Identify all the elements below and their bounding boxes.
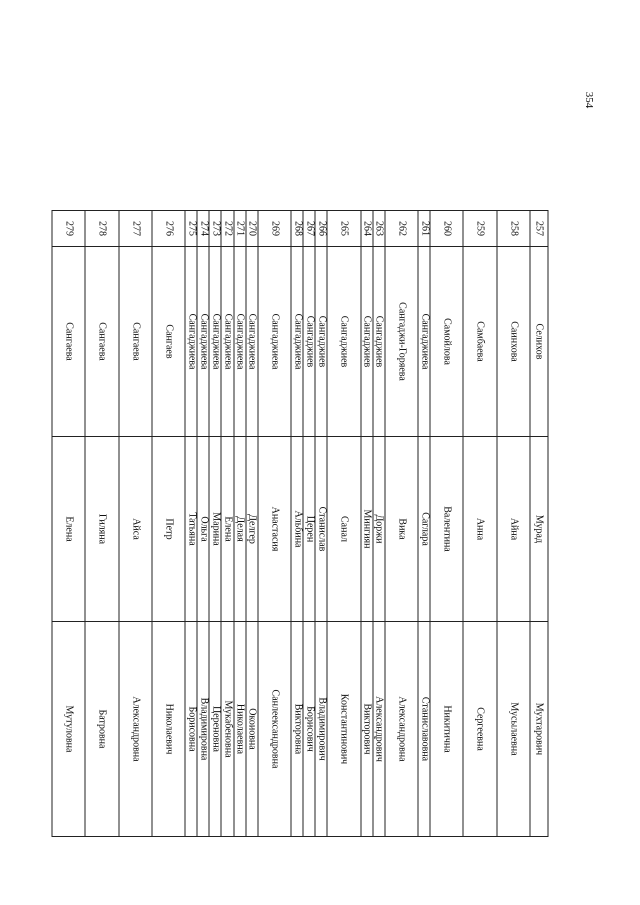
cell-name: Саглара [418,437,430,622]
cell-name: Церен [303,437,315,622]
cell-surname: Сангаджиева [246,247,258,437]
cell-patronymic: Константинович [327,622,360,837]
table-row [291,211,303,837]
table-row [315,211,327,837]
table-row [52,211,85,837]
cell-name: Альбина [291,437,303,622]
cell-patronymic: Мутуловна [52,622,85,837]
cell-patronymic: Окоиовна [246,622,258,837]
cell-name: Станислав [315,437,327,622]
table-row [221,211,233,837]
cell-num: 263 [373,211,385,247]
cell-name: Гиляна [85,437,118,622]
cell-surname: Сангаджиева [185,247,197,437]
table-row [303,211,315,837]
table-row [85,211,118,837]
cell-surname: Сангаджиева [234,247,246,437]
cell-surname: Сангаджиев [315,247,327,437]
cell-surname: Сангаджиев [361,247,373,437]
cell-patronymic: Станиславовна [418,622,430,837]
cell-num: 261 [418,211,430,247]
cell-patronymic: Александрович [373,622,385,837]
cell-name: Санал [327,437,360,622]
cell-patronymic: Батровна [85,622,118,837]
cell-patronymic: Борисовна [185,622,197,837]
cell-name: Мингиян [361,437,373,622]
cell-name: Анастасия [258,437,291,622]
cell-num: 257 [530,211,548,247]
cell-name: Айна [497,437,530,622]
cell-patronymic: Цереновна [209,622,221,837]
cell-patronymic: Николаевич [152,622,185,837]
table-row [119,211,152,837]
cell-surname: Самбаева [463,247,496,437]
cell-name: Мурад [530,437,548,622]
cell-name: Делая [234,437,246,622]
cell-num: 272 [221,211,233,247]
table-row [463,211,496,837]
cell-surname: Сангаджиева [291,247,303,437]
cell-patronymic: Мусылаевна [497,622,530,837]
cell-surname: Саинхова [497,247,530,437]
cell-patronymic: Никитична [430,622,463,837]
cell-surname: Сангаджиева [221,247,233,437]
cell-num: 279 [52,211,85,247]
cell-num: 276 [152,211,185,247]
cell-patronymic: Александровна [119,622,152,837]
cell-name: Марина [209,437,221,622]
cell-patronymic: Владимирович [315,622,327,837]
cell-name: Айса [119,437,152,622]
table-row [497,211,530,837]
cell-num: 275 [185,211,197,247]
cell-surname: Сангаджиев [373,247,385,437]
cell-patronymic: Мухтарович [530,622,548,837]
cell-patronymic: Сергеевна [463,622,496,837]
cell-patronymic: Николаевна [234,622,246,837]
cell-name: Валентина [430,437,463,622]
cell-name: Делгер [246,437,258,622]
table-row [209,211,221,837]
cell-patronymic: Санлеександровна [258,622,291,837]
cell-surname: Сангаджи-Горяева [385,247,418,437]
cell-name: Анна [463,437,496,622]
cell-patronymic: Борисович [303,622,315,837]
cell-patronymic: Мукабеновна [221,622,233,837]
cell-surname: Сангаджиева [197,247,209,437]
roster-table-container [52,210,549,836]
cell-num: 264 [361,211,373,247]
cell-surname: Сангаева [119,247,152,437]
roster-table [52,210,549,837]
cell-num: 273 [209,211,221,247]
table-row [530,211,548,837]
cell-name: Доржи [373,437,385,622]
table-row [185,211,197,837]
cell-name: Татьяна [185,437,197,622]
cell-num: 268 [291,211,303,247]
cell-patronymic: Викторович [361,622,373,837]
table-row [327,211,360,837]
cell-surname: Сангаджиева [418,247,430,437]
table-row [361,211,373,837]
table-row [234,211,246,837]
cell-name: Ольга [197,437,209,622]
cell-name: Елена [52,437,85,622]
table-row [373,211,385,837]
cell-patronymic: Владимировна [197,622,209,837]
cell-name: Петр [152,437,185,622]
cell-num: 258 [497,211,530,247]
cell-num: 277 [119,211,152,247]
cell-patronymic: Викторовна [291,622,303,837]
cell-surname: Сангаев [152,247,185,437]
cell-num: 265 [327,211,360,247]
roster-table-body [52,211,548,837]
cell-name: Вика [385,437,418,622]
cell-surname: Сангаджиев [327,247,360,437]
cell-surname: Сангаева [85,247,118,437]
table-row [430,211,463,837]
table-row [197,211,209,837]
page-number: 354 [583,91,595,109]
table-row [258,211,291,837]
cell-num: 274 [197,211,209,247]
cell-num: 260 [430,211,463,247]
cell-surname: Самойлова [430,247,463,437]
cell-surname: Сангаджиева [258,247,291,437]
cell-surname: Сангаджиева [209,247,221,437]
table-row [385,211,418,837]
cell-surname: Селихов [530,247,548,437]
table-row [246,211,258,837]
cell-name: Елена [221,437,233,622]
cell-num: 259 [463,211,496,247]
table-row [152,211,185,837]
table-row [418,211,430,837]
cell-num: 262 [385,211,418,247]
cell-num: 271 [234,211,246,247]
cell-num: 270 [246,211,258,247]
cell-surname: Сангаева [52,247,85,437]
cell-num: 278 [85,211,118,247]
cell-num: 266 [315,211,327,247]
cell-num: 267 [303,211,315,247]
cell-patronymic: Александровна [385,622,418,837]
cell-num: 269 [258,211,291,247]
cell-surname: Сангаджиев [303,247,315,437]
